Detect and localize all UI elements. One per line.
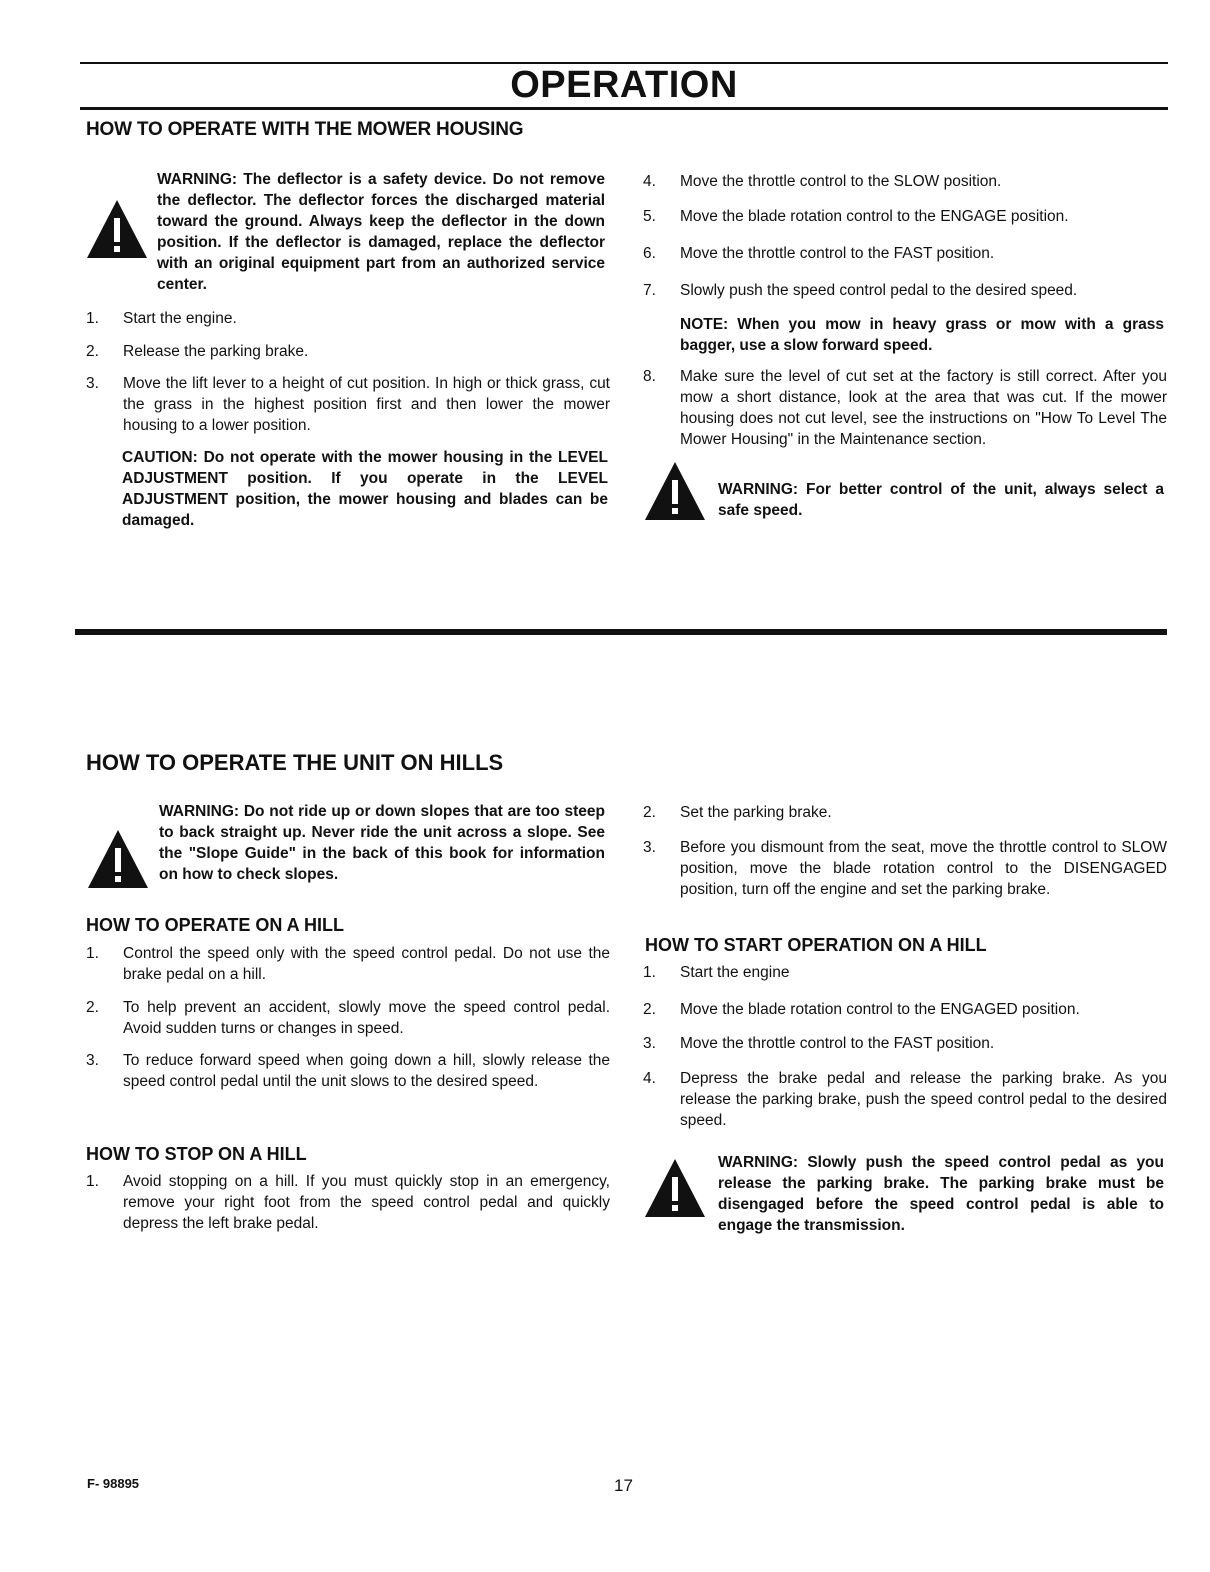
list-item-number: 4. (643, 173, 656, 190)
list-item-text: Avoid stopping on a hill. If you must quickly stop in an emergency, remove your right foot from the speed control pedal and quickly depress the left brake pedal. (123, 1173, 610, 1232)
list-item-text: To help prevent an accident, slowly move the speed control pedal. Avoid sudden turns or changes in speed. (123, 999, 610, 1037)
list-item-number: 1. (643, 964, 656, 981)
warning-triangle-icon (85, 198, 149, 260)
warning-triangle-icon (643, 1157, 707, 1219)
list-item-text: Slowly push the speed control pedal to the desired speed. (680, 282, 1078, 299)
list-item-number: 3. (643, 1035, 656, 1052)
slow-speed-note: NOTE: When you mow in heavy grass or mow with a grass bagger, use a slow forward speed. (680, 316, 1164, 354)
list-item-text: Depress the brake pedal and release the parking brake. As you release the parking brake, push the speed control pedal to the desired speed. (680, 1070, 1167, 1129)
list-item-text: Set the parking brake. (680, 804, 832, 821)
start-on-hill-heading: HOW TO START OPERATION ON A HILL (645, 935, 987, 955)
list-item-text: Move the lift lever to a height of cut position. In high or thick grass, cut the grass in the highest position first and then lower the mower housing to a lower position. (123, 375, 610, 434)
stop-on-hill-heading: HOW TO STOP ON A HILL (86, 1144, 307, 1164)
list-item-number: 6. (643, 245, 656, 262)
document-code: F- 98895 (87, 1476, 140, 1491)
list-item-number: 7. (643, 282, 656, 299)
parking-brake-warning: WARNING: Slowly push the speed control pedal as you release the parking brake. The parking brake must be disengaged before the speed control pedal is able to engage the transmission. (718, 1154, 1164, 1234)
list-item-number: 2. (86, 343, 99, 360)
list-item-number: 2. (86, 999, 99, 1016)
list-item-number: 2. (643, 804, 656, 821)
list-item-number: 4. (643, 1070, 656, 1087)
list-item-text: To reduce forward speed when going down a hill, slowly release the speed control pedal until the unit slows to the desired speed. (123, 1052, 610, 1090)
slope-warning: WARNING: Do not ride up or down slopes that are too steep to back straight up. Never ride the unit across a slope. See the "Slope Guide" in the back of this book for information on how to check slopes. (159, 803, 605, 883)
list-item-text: Move the throttle control to the SLOW position. (680, 173, 1002, 190)
list-item-text: Before you dismount from the seat, move the throttle control to SLOW position, move the blade rotation control to the DISENGAGED position, turn off the engine and set the parking brake. (680, 839, 1167, 898)
page-title: OPERATION (510, 64, 738, 106)
list-item-number: 1. (86, 310, 99, 327)
list-item-text: Control the speed only with the speed control pedal. Do not use the brake pedal on a hill. (123, 945, 610, 983)
list-item-text: Start the engine (680, 964, 790, 981)
list-item-text: Move the throttle control to the FAST position. (680, 1035, 995, 1052)
list-item-text: Move the throttle control to the FAST position. (680, 245, 995, 262)
caution-note: CAUTION: Do not operate with the mower housing in the LEVEL ADJUSTMENT position. If you operate in the LEVEL ADJUSTMENT position, the mower housing and blades can be damaged. (122, 449, 608, 529)
list-item-text: Move the blade rotation control to the ENGAGED position. (680, 1001, 1080, 1018)
list-item-text: Release the parking brake. (123, 343, 309, 360)
list-item-number: 3. (86, 375, 99, 392)
list-item-number: 3. (86, 1052, 99, 1069)
operate-on-hill-heading: HOW TO OPERATE ON A HILL (86, 915, 344, 935)
list-item-number: 8. (643, 368, 656, 385)
page-number: 17 (614, 1476, 633, 1495)
section-divider (75, 629, 1167, 635)
section1-heading: HOW TO OPERATE WITH THE MOWER HOUSING (86, 119, 524, 140)
safe-speed-warning: WARNING: For better control of the unit, always select a safe speed. (718, 481, 1164, 519)
list-item-number: 1. (86, 945, 99, 962)
list-item-number: 2. (643, 1001, 656, 1018)
warning-triangle-icon (86, 828, 150, 890)
list-item-number: 3. (643, 839, 656, 856)
list-item-text: Start the engine. (123, 310, 237, 327)
warning-triangle-icon (643, 460, 707, 522)
list-item-number: 1. (86, 1173, 99, 1190)
list-item-number: 5. (643, 208, 656, 225)
list-item-text: Make sure the level of cut set at the factory is still correct. After you mow a short distance, look at the area that was cut. If the mower housing does not cut level, see the instructions on "How To Level The Mower Housing" in the Maintenance section. (680, 368, 1167, 448)
title-underline (80, 107, 1168, 110)
mower-deflector-warning: WARNING: The deflector is a safety device. Do not remove the deflector. The deflector forces the discharged material toward the ground. Always keep the deflector in the down position. If the deflector is damaged, replace the deflector with an original equipment part from an authorized service center. (157, 171, 605, 293)
list-item-text: Move the blade rotation control to the ENGAGE position. (680, 208, 1069, 225)
section2-heading: HOW TO OPERATE THE UNIT ON HILLS (86, 750, 504, 775)
